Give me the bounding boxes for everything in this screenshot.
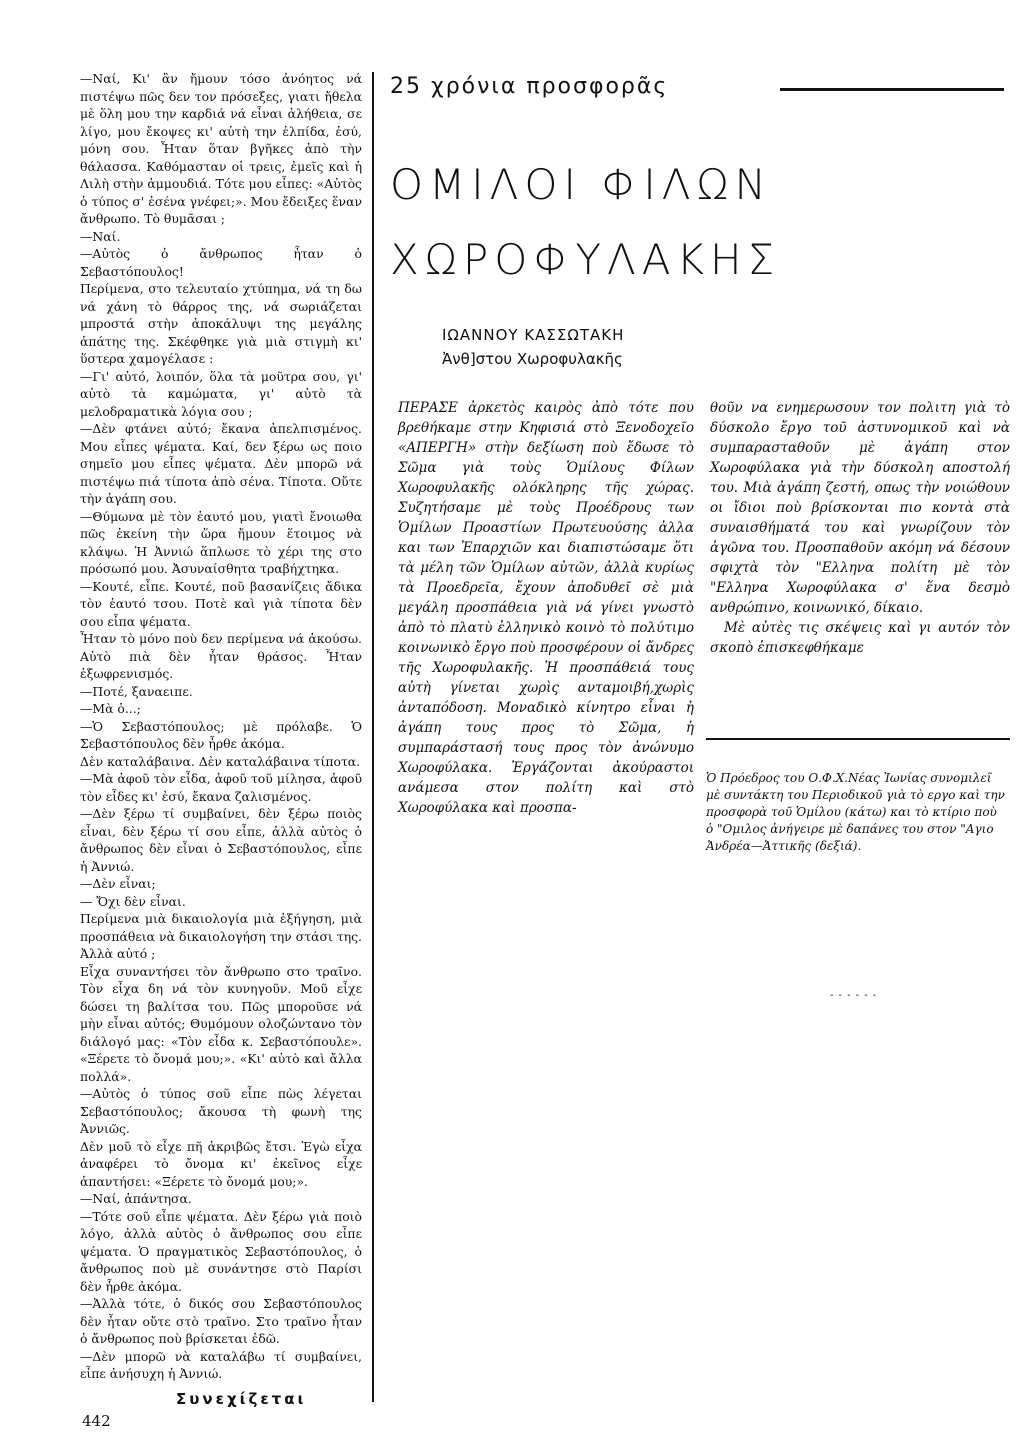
page-number: 442 bbox=[82, 1412, 111, 1430]
anniversary-banner: 25 χρόνια προσφορᾶς bbox=[390, 74, 669, 99]
story-paragraph: —Μὰ ἀφοῦ τὸν εἶδα, ἀφοῦ τοῦ μίλησα, ἀφοῦ τὸν εἶδες κι' ἐσύ, ἔκανα ζαλισμένος. bbox=[80, 771, 362, 804]
story-paragraph: Περίμενα, στο τελευταίο χτύπημα, νά τη δω νά χάνη τὸ θάρρος της, νά σωριάζεται μπροστά στὴν ἀποκάλυψι της μεγάλης ἀπάτης της. Σκέφθηκε γιὰ μιὰ στιγμὴ κι' ὕστερα χαμογέλασε : bbox=[80, 281, 362, 366]
banner-rule bbox=[780, 88, 1004, 91]
story-paragraph: —Ἀλλὰ τότε, ὁ δικός σου Σεβαστόπουλος δὲν ἦταν οὔτε στὸ τραῖνο. Στο τραῖνο ἦταν ὁ ἄνθρωπος ποὺ βρίσκεται ἐδῶ. bbox=[80, 1296, 362, 1346]
article-paragraph: Μὲ αὐτὲς τις σκέψεις καὶ γι αυτόν τὸν σκοπὸ ἐπισκεφθήκαμε bbox=[710, 620, 1010, 656]
story-paragraph: —Δὲν μπορῶ νὰ καταλάβω τί συμβαίνει, εἶπε ἀνήσυχη ἡ Ἀννιώ. bbox=[80, 1348, 362, 1381]
article-paragraph: ΠΕΡΑΣΕ ἀρκετὸς καιρὸς ἀπὸ τότε που βρεθήκαμε στην Κηφισιά στὸ Ξενοδοχεῖο «ΑΠΕΡΓΗ» στὴν δεξίωση ποὺ ἔδωσε τὸ Σῶμα γιὰ τοὺς Ὁμίλους Φίλων Χωροφυλακῆς ολόκληρης τῆς χώρας. Συζητήσαμε μὲ τοὺς Προέδρους των Ὁμίλων Προαστίων Πρωτευούσης ἀλλα και των Ἐπαρχιῶν και διαπιστώσαμε ὅτι τὰ μέλη τῶν Ὁμίλων αὐτῶν, ἀλλὰ κυρίως τὰ Προεδρεῖα, ἔχουν ἀποδυθεῖ σὲ μιὰ μεγάλη προσπάθεια γιὰ νά γίνει γνωστὸ ἀπὸ τὸ πλατὺ ἑλληνικὸ κοινὸ τὸ πολύτιμο κοινωνικὸ ἔργο ποὺ προσφέρουν οἱ ἄνδρες τῆς Χωροφυλακῆς. Ἡ προσπάθειά τους αὐτὴ γίνεται χωρὶς ανταμοιβή,χωρὶς ἀνταπόδοση. Μοναδικὸ κίνητρο εἶναι ἡ ἀγάπη τους προς τὸ Σῶμα, ἡ συμπαράστασή τους προς τὸν ἀνώνυμο Χωροφύλακα. Ἐργάζονται ἀκούραστοι ανάμεσα στον πολίτη καὶ στὸ Χωροφύλακα καὶ προσπα- bbox=[398, 400, 694, 816]
story-paragraph: —Ναί, Κι' ἂν ἤμουν τόσο ἀνόητος νά πιστέψω πῶς δεν τον πρόσεξες, γιατι ἤθελα μὲ ὅλη μου την καρδιά νά εἶναι ἀλήθεια, σε λίγο, μου ἔκοψες κι' αὐτὴ την ἐλπίδα, ἐσύ, μόνη σου. Ἦταν ὅταν βγῆκες ἀπὸ τὴν θάλασσα. Καθόμασταν οἱ τρεις, ἐμεῖς καὶ ἡ Λιλὴ στὴν ἀμμουδιά. Τότε μου εἶπες: «Αὐτὸς ὁ τύπος σ' ἐσένα γνέφει;». Μου ἔδειξες ἕναν ἄνθρωπο. Τὸ θυμᾶσαι ; bbox=[80, 71, 362, 226]
story-paragraph: —Γι' αὐτό, λοιπόν, ὅλα τὰ μοῦτρα σου, γι' αὐτὸ τὰ καμώματα, γι' αὐτὸ τὰ μελοδραματικὰ λόγια σου ; bbox=[80, 368, 362, 419]
story-paragraph: Ἦταν τὸ μόνο ποὺ δεν περίμενα νά ἀκούσω. Αὐτὸ πιὰ δὲν ἦταν θράσος. Ἦταν ἐξωφρενισμός. bbox=[80, 631, 362, 681]
article-title-line2: ΧΩΡΟΦΥΛΑΚΗΣ bbox=[390, 235, 781, 284]
story-column bbox=[80, 70, 362, 1383]
article-title-line1: ΟΜΙΛΟΙ ΦΙΛΩΝ bbox=[390, 160, 772, 209]
caption-rule bbox=[706, 738, 1010, 740]
article-right-column bbox=[710, 398, 1010, 658]
story-paragraph: Εἶχα συναντήσει τὸν ἄνθρωπο στο τραῖνο. Τὸν εἶχα δη νά τὸν κυνηγοῦν. Μοῦ εἶχε δώσει τη βαλίτσα του. Πῶς μποροῦσε νά μὴν εἶναι αὐτός; Θυμόμουν ολοζώντανο τὸν διάλογό μας: «Τὸν εἶδα κ. Σεβαστόπουλε». «Ξέρετε τὸ ὄνομά μου;». «Κι' αὐτὸ καὶ ἄλλα πολλά». bbox=[80, 963, 362, 1084]
story-paragraph: —Κουτέ, εἶπε. Κουτέ, ποῦ βασανίζεις ἄδικα τὸν ἑαυτό τσου. Ποτὲ καὶ γιὰ τίποτα δὲν σου εἶπα ψέματα. bbox=[80, 578, 362, 629]
story-paragraph: —Αὐτὸς ὁ ἄνθρωπος ἦταν ὁ Σεβαστόπουλος! bbox=[80, 246, 362, 279]
continues-label: Συνεχίζεται bbox=[176, 1390, 307, 1408]
story-paragraph: Δὲν μοῦ τὸ εἶχε πῆ ἀκριβῶς ἔτσι. Ἐγὼ εἶχα ἀναφέρει τὸ ὄνομα κι' ἐκεῖνος εἶχε ἀπαντήσει: «Ξέρετε τὸ ὄνομά μου;». bbox=[80, 1138, 362, 1189]
column-divider bbox=[372, 72, 374, 1402]
story-paragraph: —Δὲν εἶναι; bbox=[80, 876, 156, 891]
story-paragraph: — Ὄχι δὲν εἶναι. bbox=[80, 893, 186, 909]
story-paragraph: —Δὲν ξέρω τί συμβαίνει, δὲν ξέρω ποιὸς εἶναι, δὲν ξέρω τί σου εἶπε, ἀλλὰ αὐτὸς ὁ ἄνθρωπος δὲν εἶναι ὁ Σεβαστόπουλος, εἶπε ἡ Ἀννιώ. bbox=[80, 806, 362, 874]
author-role: Ἀνθ]στου Χωροφυλακῆς bbox=[442, 350, 623, 368]
story-paragraph: —Ναί. bbox=[80, 228, 121, 244]
photo-caption: Ὁ Πρόεδρος του Ο.Φ.Χ.Νέας Ἰωνίας συνομιλεῖ μὲ συντάκτη του Περιοδικοῦ γιὰ τὸ εργο καὶ την προσφορὰ τοῦ Ὁμίλου (κάτω) και τὸ κτίριο ποὺ ὁ "Ομιλος ἀνήγειρε μὲ δαπάνες του στον "Αγιο Ἀνδρέα—Ἀττικῆς (δεξιά). bbox=[706, 771, 1005, 853]
story-paragraph: —Θύμωνα μὲ τὸν ἑαυτό μου, γιατὶ ἔνοιωθα πῶς ἐκείνη τὴν ὥρα ἤμουν ἕτοιμος νὰ κλάψω. Ἡ Ἀννιώ ἅπλωσε τὸ χέρι της στο πρόσωπό μου. Ἀσυναίσθητα τραβήχτηκα. bbox=[80, 508, 362, 576]
story-paragraph: —Μὰ ὁ...; bbox=[80, 701, 141, 716]
story-paragraph: —Αὐτὸς ὁ τύπος σοῦ εἶπε πὼς λέγεται Σεβαστόπουλος; ἄκουσα τὴ φωνὴ της Ἀννιῶς. bbox=[80, 1086, 362, 1136]
dotted-mark: - - - - - - bbox=[830, 990, 878, 1001]
article-paragraph: θοῦν να ενημερωσουν τον πολιτη γιὰ τὸ δύσκολο ἔργο τοῦ ἀστυνομικοῦ καὶ νὰ συμπαρασταθοῦν μὲ ἀγάπη στον Χωροφύλακα γιὰ τὴν δύσκολη αποστολή του. Μιὰ ἀγάπη ζεστή, οπως τὴν νοιώθουν οι ἴδιοι ποὺ βρίσκονται πιο κοντὰ στὰ συναισθήματά του καὶ γνωρίζουν τὸν ἀγῶνα του. Προσπαθοῦν ακόμη νά δέσουν σφιχτὰ τὸν "Ελληνα πολίτη μὲ τὸν "Ελληνα Χωροφύλακα σ' ἕνα δεσμὸ ανθρώπινο, κοινωνικό, δίκαιο. bbox=[710, 400, 1010, 616]
article-middle-column bbox=[398, 398, 694, 818]
story-paragraph: —Ποτέ, ξαναειπε. bbox=[80, 683, 193, 699]
story-paragraph: —Δὲν φτάνει αὐτό; ἔκανα ἀπελπισμένος. Μου εἶπες ψέματα. Καί, δεν ξέρω ως ποιο σημεῖο μου εἶπες ψέματα. Δὲν μπορῶ νά πιστέψω πιά τίποτα ἀπὸ σένα. Τίποτα. Οὔτε τὴν ἀγάπη σου. bbox=[80, 421, 362, 506]
story-paragraph: —Ὁ Σεβαστόπουλος; μὲ πρόλαβε. Ὁ Σεβαστόπουλος δὲν ἦρθε ἀκόμα. bbox=[80, 718, 362, 751]
story-paragraph: —Ναί, ἀπάντησα. bbox=[80, 1191, 192, 1206]
author-name: ΙΩΑΝΝΟΥ ΚΑΣΣΩΤΑΚΗ bbox=[442, 326, 625, 344]
story-paragraph: Δὲν καταλάβαινα. Δὲν καταλάβαινα τίποτα. bbox=[80, 753, 361, 769]
story-paragraph: —Τότε σοῦ εἶπε ψέματα. Δὲν ξέρω γιὰ ποιὸ λόγο, ἀλλὰ αὐτὸς ὁ ἄνθρωπος σου εἶπε ψέματα. Ὁ πραγματικὸς Σεβαστόπουλος, ὁ ἄνθρωπος ποὺ μὲ συνάντησε στὸ Παρίσι δὲν ἦρθε ἀκόμα. bbox=[80, 1208, 362, 1294]
story-paragraph: Περίμενα μιὰ δικαιολογία μιὰ ἐξήγηση, μιὰ προσπάθεια νὰ δικαιολογήση την στάσι της. Ἀλλὰ αὐτό ; bbox=[80, 911, 362, 961]
